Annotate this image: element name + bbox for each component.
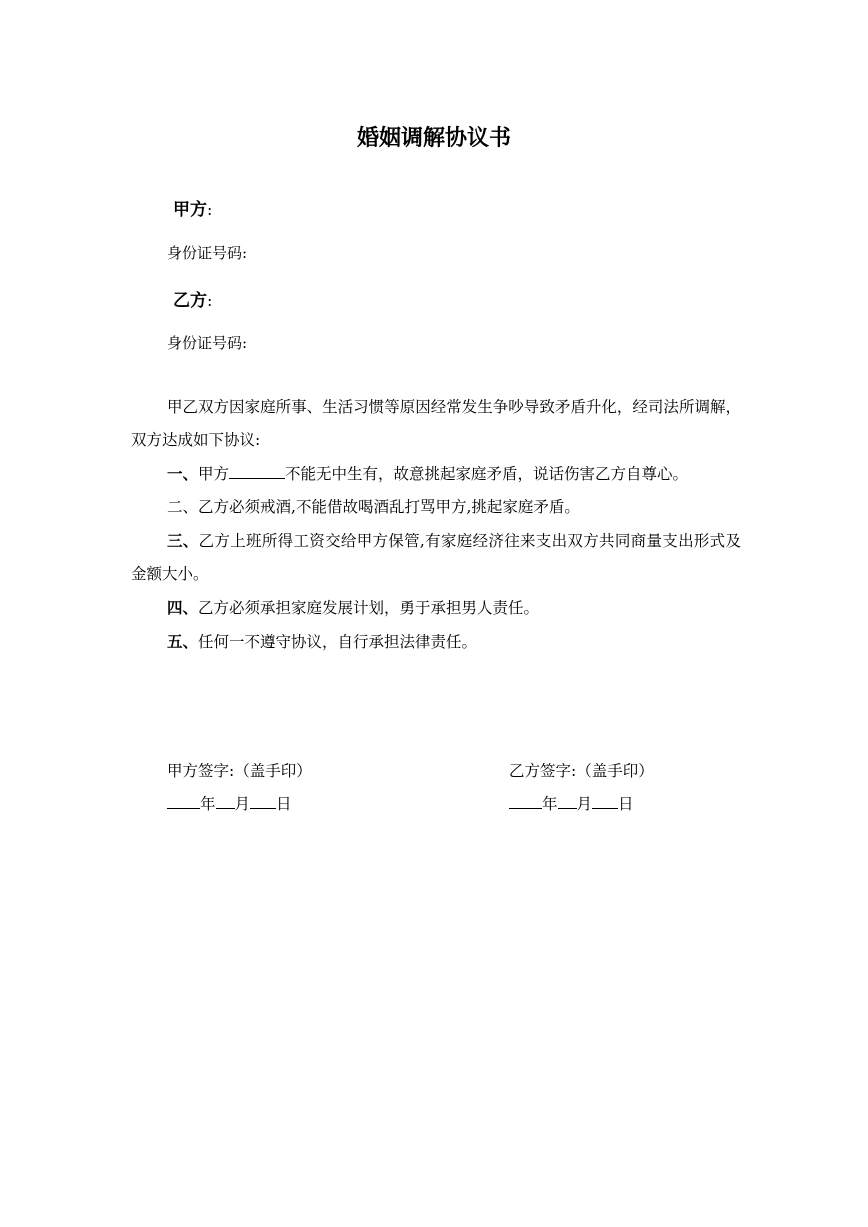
clause-2-number: 二、 bbox=[167, 498, 199, 516]
month-label: 月 bbox=[234, 795, 251, 813]
clause-5-text: 任何一不遵守协议，自行承担法律责任。 bbox=[198, 633, 478, 651]
clause-1 bbox=[131, 457, 741, 491]
party-b-line bbox=[173, 286, 212, 311]
clause-5-number: 五、 bbox=[167, 632, 199, 651]
clause-1-text-before: 甲方 bbox=[198, 465, 230, 483]
party-a-line bbox=[173, 195, 212, 220]
party-b-colon: : bbox=[207, 291, 213, 310]
clause-4 bbox=[131, 591, 741, 625]
clause-2-text: 乙方必须戒酒,不能借故喝酒乱打骂甲方,挑起家庭矛盾。 bbox=[198, 498, 580, 516]
year-label: 年 bbox=[542, 795, 558, 813]
party-b-signature-label: 乙方签字:（盖手印） bbox=[509, 762, 654, 780]
year-blank bbox=[167, 794, 200, 809]
clause-4-number: 四、 bbox=[167, 598, 199, 617]
clause-2 bbox=[131, 491, 741, 524]
clause-3 bbox=[131, 524, 741, 591]
party-a-id-label: 身份证号码: bbox=[167, 244, 248, 262]
clause-1-blank-line bbox=[229, 464, 285, 479]
party-b-label: 乙方 bbox=[173, 291, 207, 311]
party-a-label: 甲方 bbox=[173, 200, 207, 220]
party-b-id-label: 身份证号码: bbox=[167, 334, 248, 352]
party-b-date-line bbox=[509, 788, 654, 821]
party-a-date-line bbox=[167, 788, 312, 821]
party-b-signature-block bbox=[509, 755, 654, 821]
year-label: 年 bbox=[200, 795, 216, 813]
clause-1-number: 一、 bbox=[167, 464, 199, 483]
month-blank bbox=[558, 794, 577, 809]
party-a-signature-label: 甲方签字:（盖手印） bbox=[167, 762, 312, 780]
intro-paragraph: 甲乙双方因家庭所事、生活习惯等原因经常发生争吵导致矛盾升化，经司法所调解，双方达成如下协议: bbox=[131, 398, 741, 449]
month-blank bbox=[216, 794, 235, 809]
day-label: 日 bbox=[276, 795, 292, 813]
document-title: 婚姻调解协议书 bbox=[356, 126, 511, 151]
party-a-signature-block bbox=[167, 755, 312, 821]
agreement-body bbox=[131, 391, 741, 659]
year-blank bbox=[509, 794, 542, 809]
clause-3-text: 乙方上班所得工资交给甲方保管,有家庭经济往来支出双方共同商量支出形式及金额大小。 bbox=[131, 532, 741, 583]
day-blank bbox=[250, 794, 276, 809]
clause-1-text-after: 不能无中生有，故意挑起家庭矛盾，说话伤害乙方自尊心。 bbox=[285, 465, 689, 483]
clause-5 bbox=[131, 625, 741, 659]
party-a-colon: : bbox=[207, 200, 213, 219]
clause-3-number: 三、 bbox=[167, 531, 199, 550]
clause-4-text: 乙方必须承担家庭发展计划，勇于承担男人责任。 bbox=[198, 599, 540, 617]
day-blank bbox=[592, 794, 618, 809]
day-label: 日 bbox=[618, 795, 634, 813]
month-label: 月 bbox=[576, 795, 593, 813]
